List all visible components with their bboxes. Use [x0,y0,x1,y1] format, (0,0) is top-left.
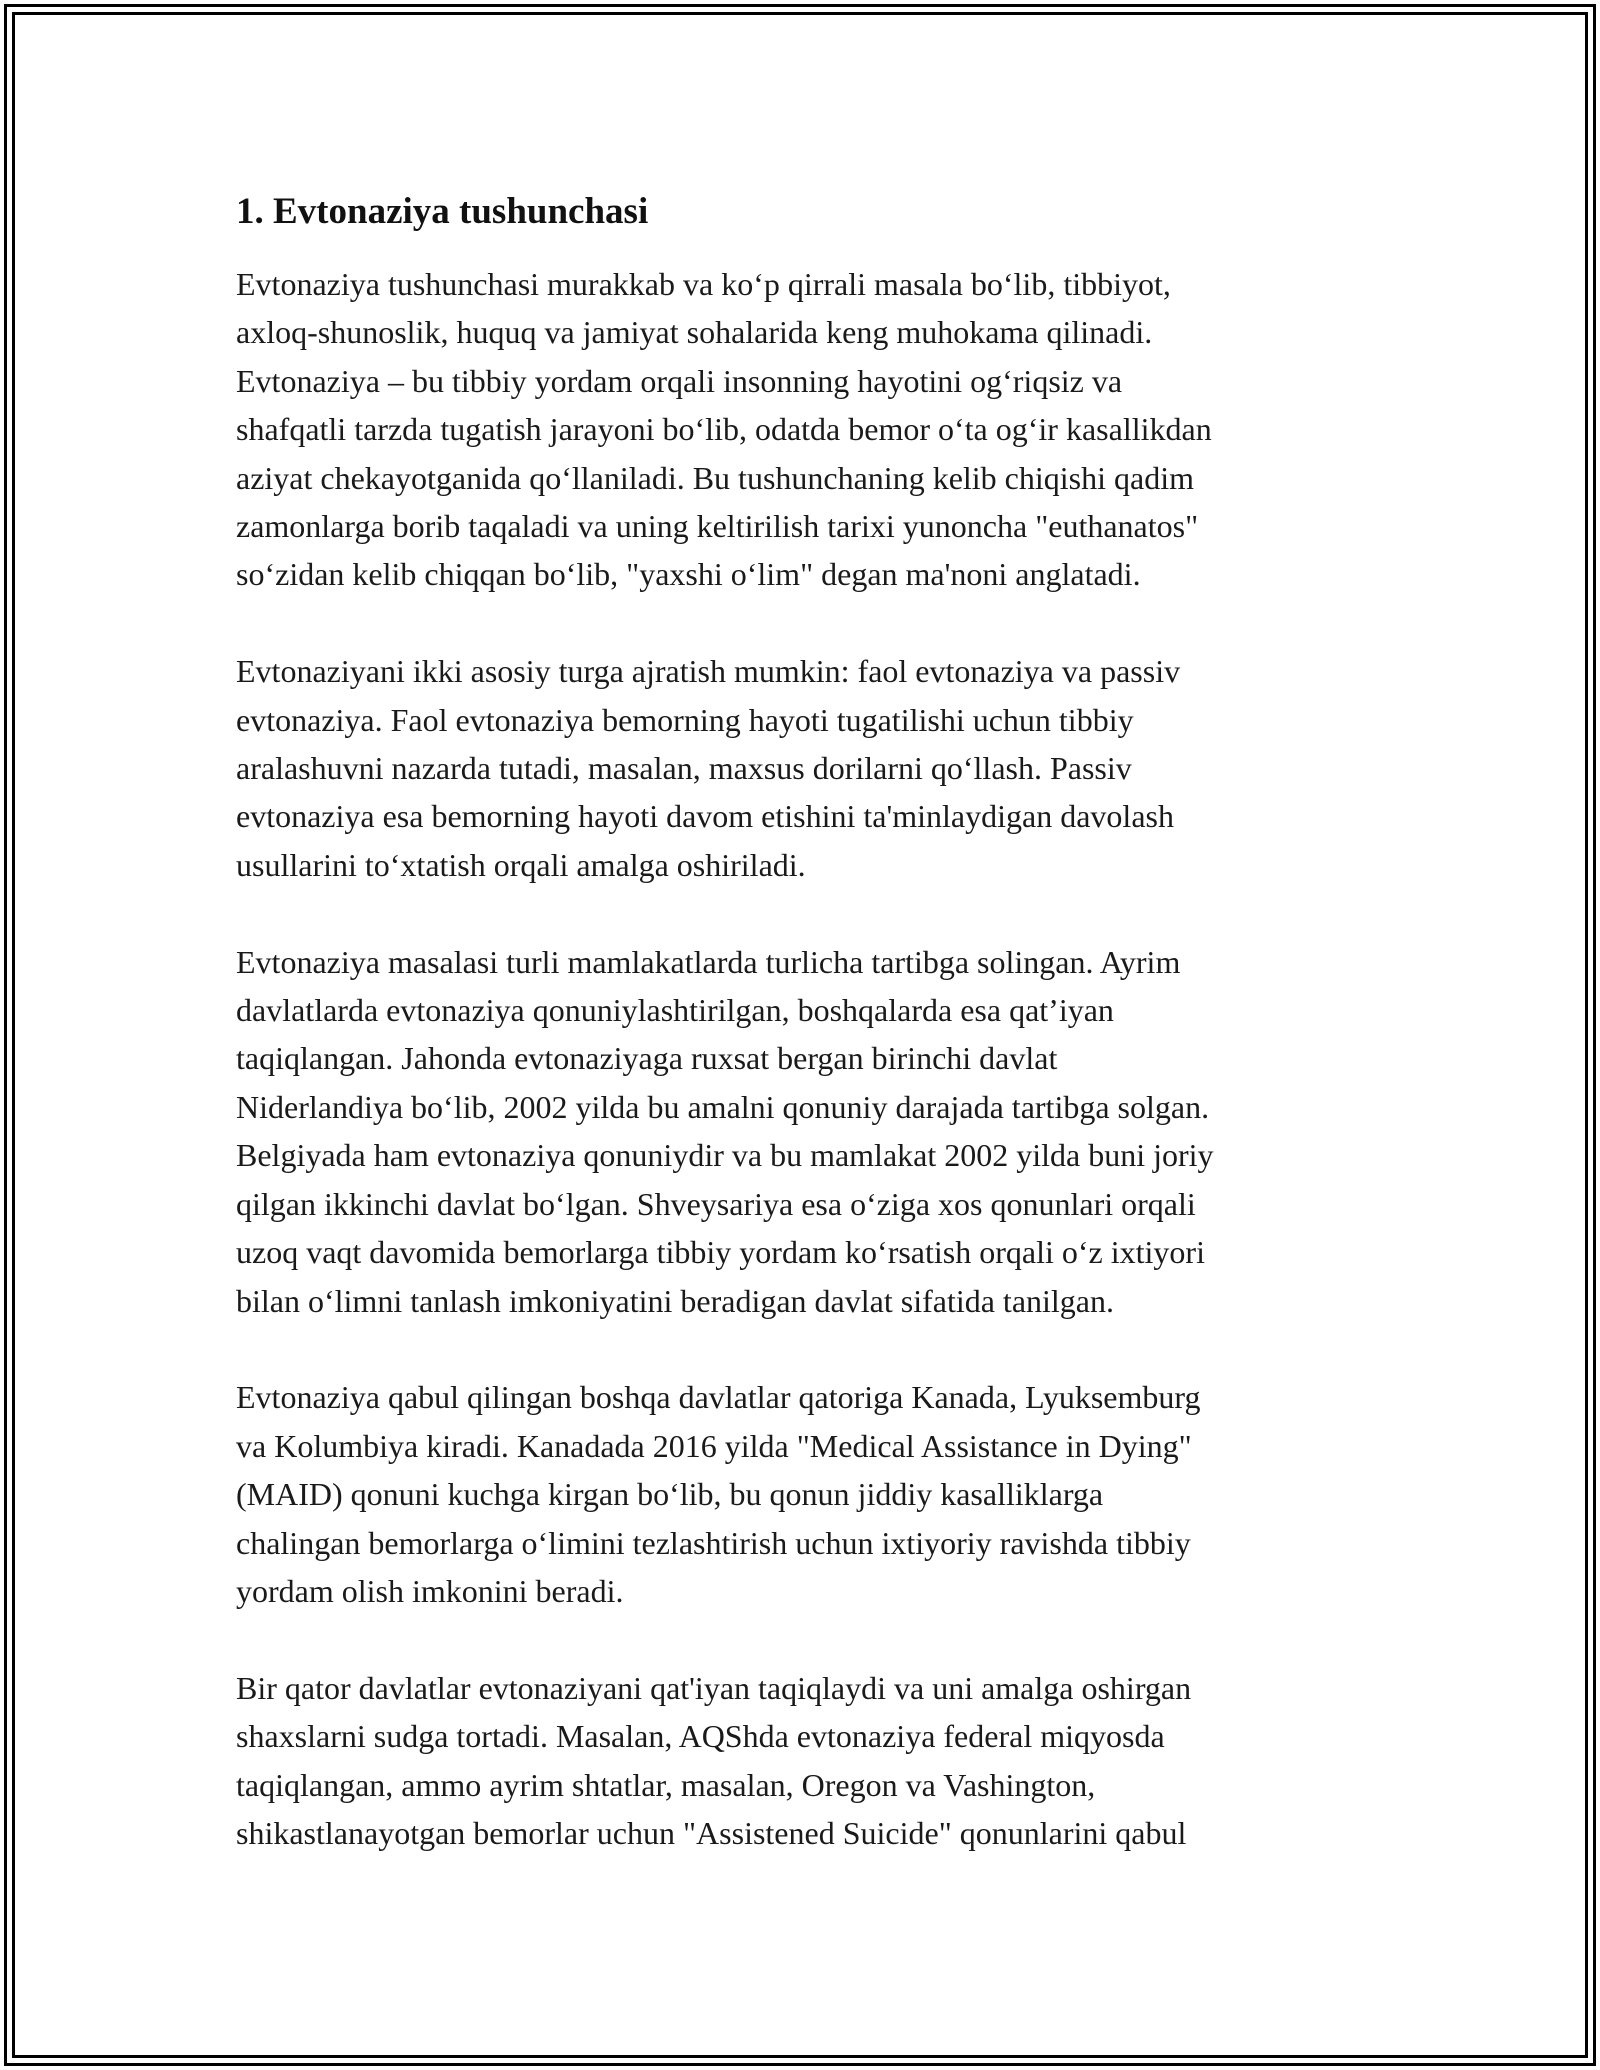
paragraph-prohibition: Bir qator davlatlar evtonaziyani qat'iyan taqiqlaydi va uni amalga oshirgan shaxslarni sudga tortadi. Masalan, AQShda evtonaziya federal miqyosda taqiqlangan, ammo ayrim shtatlar, masalan, Oregon va Vashington, shikastlanayotgan bemorlar uchun "Assistened Suicide" qonunlarini qabul [236,1669,1192,1851]
section-heading: 1. Evtonaziya tushunchasi [236,191,649,232]
paragraph-types: Evtonaziyani ikki asosiy turga ajratish mumkin: faol evtonaziya va passiv evtonaziya. Faol evtonaziya bemorning hayoti tugatilishi uchun tibbiy aralashuvni nazarda tutadi, masalan, maxsus dorilarni qo‘llash. Passiv evtonaziya esa bemorning hayoti davom etishini ta'minlaydigan davolash usullarini to‘xtatish orqali amalga oshiriladi. [236,653,1181,883]
document-body [236,188,1366,1906]
paragraph-regulation: Evtonaziya masalasi turli mamlakatlarda turlicha tartibga solingan. Ayrim davlatlarda evtonaziya qonuniylashtirilgan, boshqalarda esa qat’iyan taqiqlangan. Jahonda evtonaziyaga ruxsat bergan birinchi davlat Niderlandiya bo‘lib, 2002 yilda bu amalni qonuniy darajada tartibga solgan. Belgiyada ham evtonaziya qonuniydir va bu mamlakat 2002 yilda buni joriy qilgan ikkinchi davlat bo‘lgan. Shveysariya esa o‘ziga xos qonunlari orqali uzoq vaqt davomida bemorlarga tibbiy yordam ko‘rsatish orqali o‘z ixtiyori bilan o‘limni tanlash imkoniyatini beradigan davlat sifatida tanilgan. [236,943,1214,1319]
paragraph-definition: Evtonaziya tushunchasi murakkab va ko‘p qirrali masala bo‘lib, tibbiyot, axloq-shunoslik, huquq va jamiyat sohalarida keng muhokama qilinadi. Evtonaziya – bu tibbiy yordam orqali insonning hayotini og‘riqsiz va shafqatli tarzda tugatish jarayoni bo‘lib, odatda bemor o‘ta og‘ir kasallikdan aziyat chekayotganida qo‘llaniladi. Bu tushunchaning kelib chiqishi qadim zamonlarga borib taqaladi va uning keltirilish tarixi yunoncha "euthanatos" so‘zidan kelib chiqqan bo‘lib, "yaxshi o‘lim" degan ma'noni anglatadi. [236,266,1212,593]
paragraph-other-countries: Evtonaziya qabul qilingan boshqa davlatlar qatoriga Kanada, Lyuksemburg va Kolumbiya kiradi. Kanadada 2016 yilda "Medical Assistance in Dying" (MAID) qonuni kuchga kirgan bo‘lib, bu qonun jiddiy kasalliklarga chalingan bemorlarga o‘limini tezlashtirish uchun ixtiyoriy ravishda tibbiy yordam olish imkonini beradi. [236,1379,1201,1609]
